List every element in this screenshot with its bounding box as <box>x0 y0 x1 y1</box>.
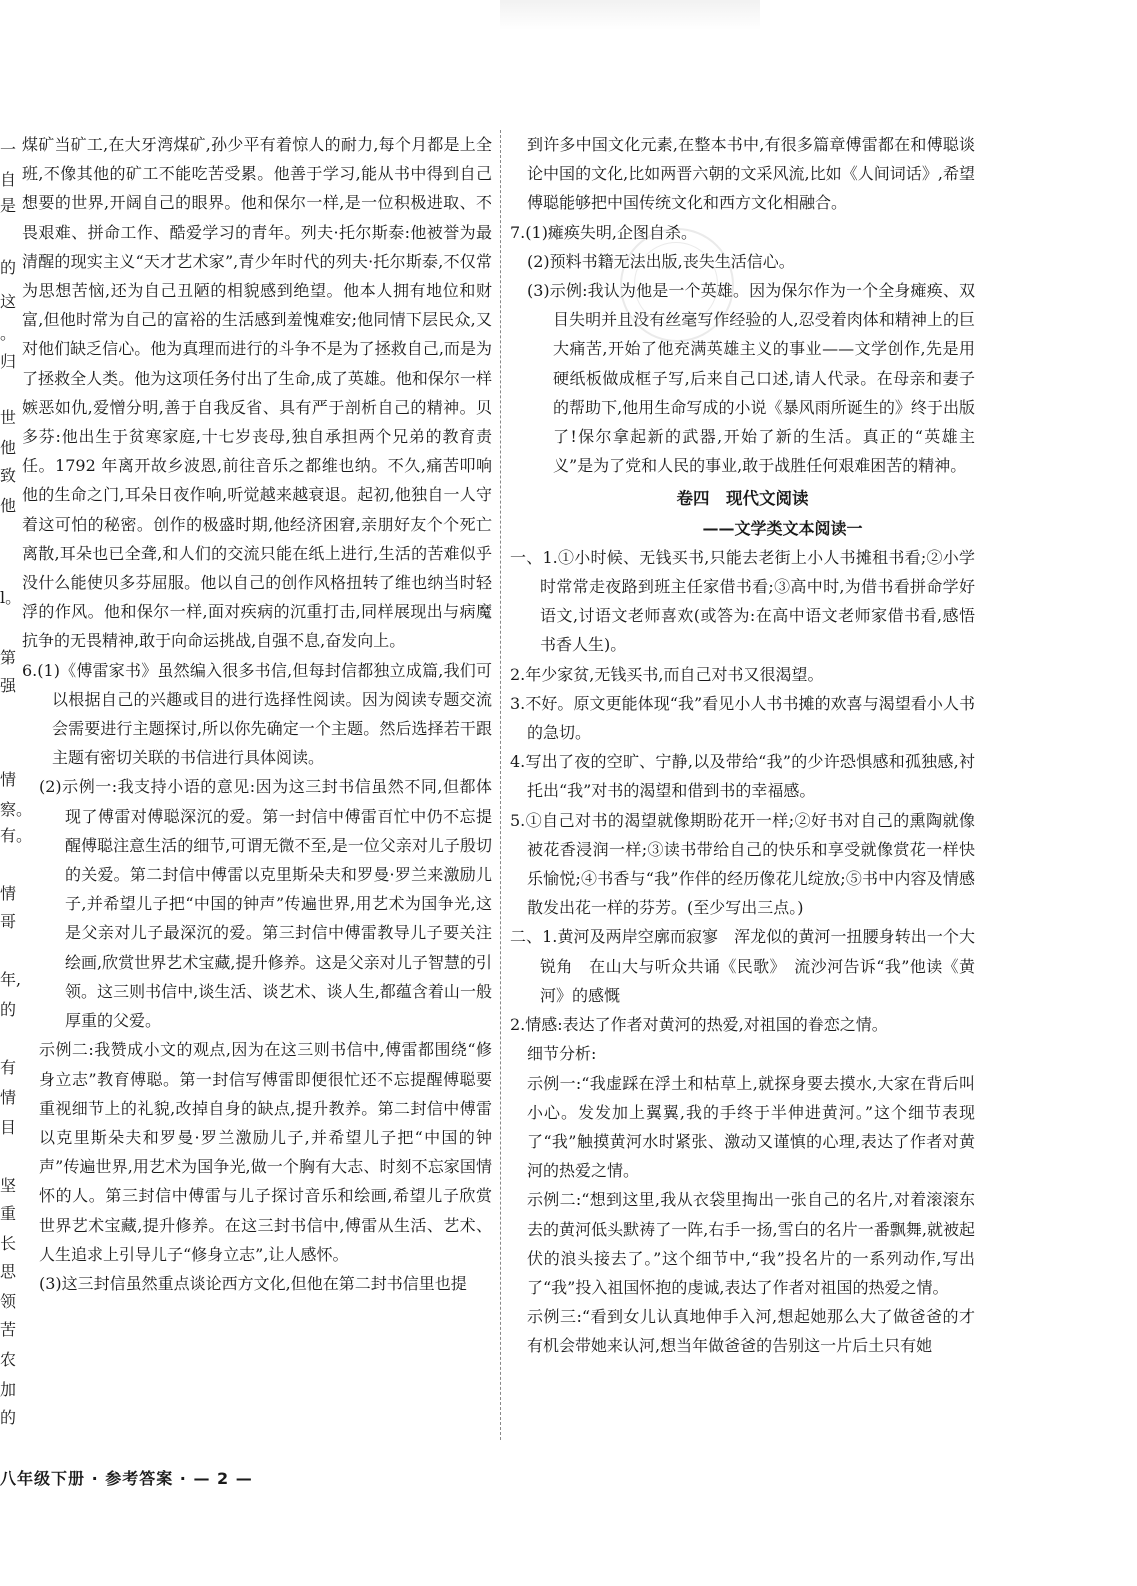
answer-paragraph: (3)示例:我认为他是一个英雄。因为保尔作为一个全身瘫痪、双目失明并且没有丝毫写作经验的人,忍受着肉体和精神上的巨大痛苦,开始了他充满英雄主义的事业——文学创作,先是用硬纸板做成框子写,后来自己口述,请人代录。在母亲和妻子的帮助下,他用生命写成的小说《暴风雨所诞生的》终于出版了!保尔拿起新的武器,开始了新的生活。真正的“英雄主义”是为了党和人民的事业,敢于战胜任何艰难困苦的精神。 <box>527 281 975 476</box>
cropped-glyph: 是 <box>0 196 17 215</box>
page-footer: 八年级下册 · 参考答案 · — 2 — <box>0 1469 253 1488</box>
answer-paragraph: 2.情感:表达了作者对黄河的热爱,对祖国的眷恋之情。 <box>510 1015 888 1035</box>
answer-paragraph: 3.不好。原文更能体现“我”看见小人书书摊的欢喜与渴望看小人书的急切。 <box>510 693 975 743</box>
left-cropped-column <box>0 0 33 1586</box>
scan-shadow <box>500 0 760 30</box>
cropped-glyph: 坚 <box>0 1176 17 1195</box>
answer-paragraph: 示例一:“我虚踩在浮土和枯草上,就探身要去摸水,大家在背后叫小心。发发加上翼翼,我的手终于半伸进黄河。”这个细节表现了“我”触摸黄河水时紧张、激动又谨慎的心理,表达了作者对黄河的热爱之情。 <box>527 1073 975 1181</box>
cropped-glyph: 强 <box>0 676 17 695</box>
answer-paragraph: 4.写出了夜的空旷、宁静,以及带给“我”的少许恐惧感和孤独感,衬托出“我”对书的渴望和借到书的幸福感。 <box>510 752 975 801</box>
cropped-glyph: 他 <box>0 438 17 457</box>
answer-paragraph: (2)预料书籍无法出版,丧失生活信心。 <box>527 251 795 271</box>
answer-paragraph: 示例二:我赞成小文的观点,因为在这三则书信中,傅雷都围绕“修身立志”教育傅聪。第一封信写傅雷即便很忙还不忘提醒傅聪要重视细节上的礼貌,改掉自身的缺点,提升教养。第二封信中傅雷以克里斯朵夫和罗曼·罗兰激励儿子,并希望儿子把“中国的钟声”传遍世界,用艺术为国争光,做一个胸有大志、时刻不忘家国情怀的人。第三封信中傅雷与儿子探讨音乐和绘画,希望儿子欣赏世界艺术宝藏,提升修养。在这三封书信中,傅雷从生活、艺术、人生追求上引导儿子“修身立志”,让人感怀。 <box>39 1040 492 1264</box>
answer-paragraph: (3)这三封信虽然重点谈论西方文化,但他在第二封书信里也提 <box>39 1273 467 1293</box>
cropped-glyph: 情 <box>0 770 17 789</box>
cropped-glyph: 农 <box>0 1350 17 1369</box>
answer-paragraph: 一、1.①小时候、无钱买书,只能去老街上小人书摊租书看;②小学时常常走夜路到班主任家借书看;③高中时,为借书看拼命学好语文,讨语文老师喜欢(或答为:在高中语文老师家借书看,感悟书香人生)。 <box>510 547 975 655</box>
cropped-glyph: 有 <box>0 1058 17 1077</box>
cropped-glyph: 。 <box>0 324 17 343</box>
answer-paragraph: 细节分析: <box>527 1044 597 1064</box>
answer-paragraph: 到许多中国文化元素,在整本书中,有很多篇章傅雷都在和傅聪谈论中国的文化,比如两晋六朝的文采风流,比如《人间词话》,希望傅聪能够把中国传统文化和西方文化相融合。 <box>527 135 975 213</box>
cropped-glyph: 致 <box>0 466 17 485</box>
answer-paragraph: 示例二:“想到这里,我从衣袋里掏出一张自己的名片,对着滚滚东去的黄河低头默祷了一阵,右手一扬,雪白的名片一番飘舞,就被起伏的浪头接去了。”这个细节中,“我”投名片的一系列动作,写出了“我”投入祖国怀抱的虔诚,表达了作者对祖国的热爱之情。 <box>527 1190 975 1297</box>
section-subtitle: ——文学类文本阅读一 <box>702 518 863 538</box>
cropped-glyph: l。 <box>0 588 22 607</box>
cropped-glyph: 情 <box>0 1088 17 1107</box>
column-divider <box>500 130 501 1440</box>
cropped-glyph: 自 <box>0 170 17 189</box>
answer-paragraph: 5.①自己对书的渴望就像期盼花开一样;②好书对自己的熏陶就像被花香浸润一样;③读书带给自己的快乐和享受就像赏花一样快乐愉悦;④书香与“我”作伴的经历像花儿绽放;⑤书中内容及情感散发出花一样的芬芳。(至少写出三点。) <box>510 810 975 918</box>
answer-paragraph: 煤矿当矿工,在大牙湾煤矿,孙少平有着惊人的耐力,每个月都是上全班,不像其他的矿工不能吃苦受累。他善于学习,能从书中得到自己想要的世界,开阔自己的眼界。他和保尔一样,是一位积极进取、不畏艰难、拼命工作、酷爱学习的青年。列夫·托尔斯泰:他被誉为最清醒的现实主义“天才艺术家”,青少年时代的列夫·托尔斯泰,不仅常为思想苦恼,还为自己丑陋的相貌感到绝望。他本人拥有地位和财富,但他时常为自己的富裕的生活感到羞愧难安;他同情下层民众,又对他们缺乏信心。他为真理而进行的斗争不是为了拯救自己,而是为了拯救全人类。他为这项任务付出了生命,成了英雄。他和保尔一样嫉恶如仇,爱憎分明,善于自我反省、具有严于剖析自己的精神。贝多芬:他出生于贫寒家庭,十七岁丧母,独自承担两个兄弟的教育责任。1792 年离开故乡波恩,前往音乐之都维也纳。不久,痛苦叩响他的生命之门,耳朵日夜作响,听觉越来越衰退。起初,他独自一人守着这可怕的秘密。创作的极盛时期,他经济困窘,亲朋好友个个死亡离散,耳朵也已全聋,和人们的交流只能在纸上进行,生活的苦难似乎没什么能使贝多芬屈服。他以自己的创作风格扭转了维也纳当时轻浮的作风。他和保尔一样,面对疾病的沉重打击,同样展现出与病魔抗争的无畏精神,敢于向命运挑战,自强不息,奋发向上。 <box>22 135 492 651</box>
cropped-glyph: 长 <box>0 1234 17 1253</box>
cropped-glyph: 第 <box>0 648 17 667</box>
middle-column <box>22 130 492 1298</box>
answer-paragraph: 二、1.黄河及两岸空廓而寂寥 浑龙似的黄河一扭腰身转出一个大锐角 在山大与听众共诵《民歌》 流沙河告诉“我”他读《黄河》的感慨 <box>510 927 975 1005</box>
cropped-glyph: 加 <box>0 1380 17 1399</box>
cropped-glyph: 一 <box>0 140 17 159</box>
answer-paragraph: 2.年少家贫,无钱买书,而自己对书又很渴望。 <box>510 664 824 684</box>
cropped-glyph: 他 <box>0 496 17 515</box>
cropped-glyph: 苦 <box>0 1320 17 1339</box>
cropped-glyph: 察。 <box>0 800 33 819</box>
cropped-glyph: 年, <box>0 970 22 989</box>
cropped-glyph: 思 <box>0 1262 17 1281</box>
section-title: 卷四 现代文阅读 <box>676 489 809 509</box>
cropped-glyph: 哥 <box>0 912 17 931</box>
cropped-glyph: 目 <box>0 1118 17 1137</box>
cropped-glyph: 的 <box>0 258 17 277</box>
answer-paragraph: 示例三:“看到女儿认真地伸手入河,想起她那么大了做爸爸的才有机会带她来认河,想当年做爸爸的告别这一片后土只有她 <box>527 1307 975 1356</box>
answer-paragraph: 6.(1)《傅雷家书》虽然编入很多书信,但每封信都独立成篇,我们可以根据自己的兴趣或目的进行选择性阅读。因为阅读专题交流会需要进行主题探讨,所以你先确定一个主题。然后选择若干跟主题有密切关联的书信进行具体阅读。 <box>22 660 492 768</box>
cropped-glyph: 归 <box>0 352 17 371</box>
cropped-glyph: 世 <box>0 408 17 427</box>
cropped-glyph: 情 <box>0 884 17 903</box>
cropped-glyph: 领 <box>0 1292 17 1311</box>
cropped-glyph: 的 <box>0 1000 17 1019</box>
cropped-glyph: 重 <box>0 1204 17 1223</box>
cropped-glyph: 这 <box>0 292 17 311</box>
watermark-seal <box>620 228 734 342</box>
cropped-glyph: 的 <box>0 1408 17 1427</box>
answer-paragraph: (2)示例一:我支持小语的意见:因为这三封书信虽然不同,但都体现了傅雷对傅聪深沉的爱。第一封信中傅雷百忙中仍不忘提醒傅聪注意生活的细节,可谓无微不至,是一位父亲对儿子殷切的关爱。第二封信中傅雷以克里斯朵夫和罗曼·罗兰来激励儿子,并希望儿子把“中国的钟声”传遍世界,用艺术为国争光,这是父亲对儿子最深沉的爱。第三封信中傅雷教导儿子要关注绘画,欣赏世界艺术宝藏,提升修养。这是父亲对儿子智慧的引领。这三则书信中,谈生活、谈艺术、谈人生,都蕴含着山一般厚重的父爱。 <box>39 777 492 1031</box>
answer-paragraph: 7.(1)瘫痪失明,企图自杀。 <box>510 222 698 242</box>
cropped-glyph: 有。 <box>0 826 33 845</box>
right-column <box>510 130 975 1361</box>
